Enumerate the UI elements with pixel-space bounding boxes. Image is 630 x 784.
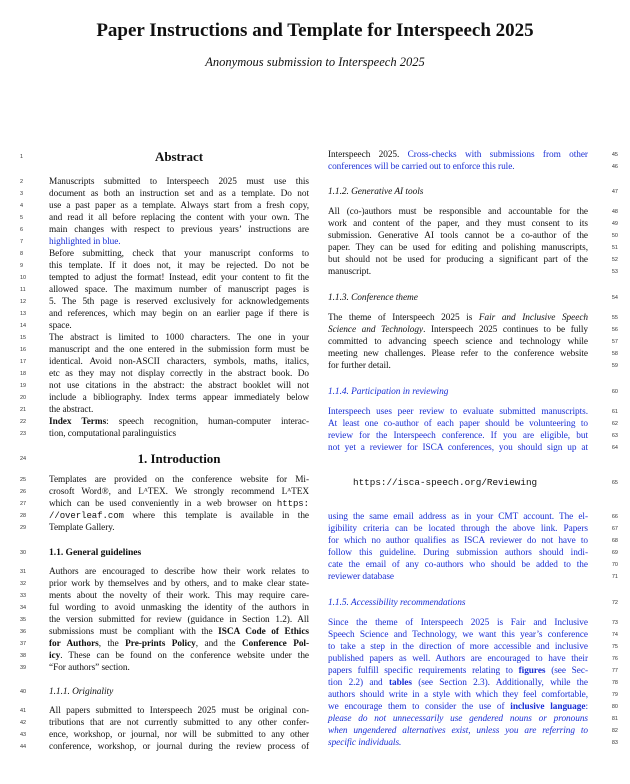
line-number: 72 <box>611 600 618 606</box>
line-number: 6 <box>20 227 24 233</box>
text-line: https://isca-speech.org/Reviewing <box>353 477 538 488</box>
text-line: ence, workshop, or journal, nor will be submitted to any other <box>49 730 309 740</box>
line-number: 73 <box>611 620 618 626</box>
line-number: 49 <box>611 221 618 227</box>
line-number: 17 <box>20 359 27 365</box>
line-number: 33 <box>20 593 27 599</box>
text-line: not yet a reviewer for ISCA conferences, you should sign up at <box>328 443 588 453</box>
line-number: 8 <box>20 251 24 257</box>
text-line: crosoft Word®, and LᴬTEX. We strongly recommend LᴬTEX <box>49 487 309 497</box>
text-line: Index Terms: speech recognition, human-computer interac- <box>49 417 310 427</box>
text-line: highlighted in blue. <box>49 237 121 247</box>
line-number: 5 <box>20 215 24 221</box>
text-line: Interspeech uses peer review to evaluate submitted manuscripts. <box>328 407 588 417</box>
text-line: //overleaf.com where this template is available in the <box>49 511 309 521</box>
line-number: 19 <box>20 383 27 389</box>
text-line: The abstract is limited to 1000 characters. The one in your <box>49 333 309 343</box>
text-line: review for the Interspeech conference. If you are eligible, but <box>328 431 588 441</box>
text-line: Science and Technology. Interspeech 2025 continues to be fully <box>328 325 588 335</box>
text-line: for Authors, the Pre-prints Policy, and the Conference Pol- <box>49 639 310 649</box>
text-line: Authors are encouraged to describe how their work relates to <box>49 567 309 577</box>
text-line: Before submitting, check that your manuscript conforms to <box>49 249 309 259</box>
text-line: main changes with respect to previous years’ instructions are <box>49 225 309 235</box>
text-line: specific individuals. <box>328 738 402 748</box>
text-line: include a bibliography. Index terms appear immediately below <box>49 393 309 403</box>
text-line: authors should write in a style with which they feel comfortable, <box>328 690 588 700</box>
text-line: Interspeech 2025. Cross-checks with submissions from other <box>328 150 588 160</box>
line-number: 20 <box>20 395 27 401</box>
text-line: ful wording to avoid unmasking the identity of the authors in <box>49 603 309 613</box>
text-line: The theme of Interspeech 2025 is Fair and Inclusive Speech <box>328 313 588 323</box>
text-line: space. <box>49 321 72 331</box>
text-line: submissions must be compliant with the ISCA Code of Ethics <box>49 627 309 637</box>
text-line: tempted to adjust the format! Instead, edit your content to fit the <box>49 273 309 283</box>
text-line: this template. If it does not, it may be rejected. Do not be <box>49 261 309 271</box>
line-number: 12 <box>20 299 27 305</box>
text-line: committed to advancing speech science and technology while <box>328 337 588 347</box>
line-number: 23 <box>20 431 27 437</box>
line-number: 66 <box>611 514 618 520</box>
line-number: 4 <box>20 203 24 209</box>
text-line: follow this guideline. During submission authors should indi- <box>328 548 588 558</box>
text-line: we encourage them to consider the use of inclusive language: <box>328 702 588 712</box>
text-line: paper. They can be used for editing and polishing manuscripts, <box>328 243 588 253</box>
text-line: when ungendered alternatives exist, unless you are referring to <box>328 726 588 736</box>
line-number: 41 <box>20 708 27 714</box>
line-number: 39 <box>20 665 27 671</box>
text-line: conferences will be carried out to enforce this rule. <box>328 162 515 172</box>
text-line: for further detail. <box>328 361 391 371</box>
line-number: 47 <box>611 189 618 195</box>
text-line: manuscript. <box>328 267 372 277</box>
line-number: 27 <box>20 501 27 507</box>
text-line: work and content of the paper, and they must consent to its <box>328 219 588 229</box>
section-heading: 1. Introduction <box>137 451 221 466</box>
text-line: tributions that are not currently submitted to any other confer- <box>49 718 309 728</box>
text-line: Speech Science and Technology, we want this year’s conference <box>328 630 588 640</box>
text-line: manuscript and the one entered in the submission form must be <box>49 345 309 355</box>
text-line: and references, which may begin on an earlier page if there is <box>49 309 309 319</box>
line-number: 40 <box>20 689 27 695</box>
line-number: 26 <box>20 489 27 495</box>
text-line: igibility criteria can be located through the above link. Papers <box>328 524 588 534</box>
line-number: 24 <box>20 456 27 462</box>
line-number: 69 <box>611 550 618 556</box>
text-line: Since the theme of Interspeech 2025 is Fair and Inclusive <box>328 618 588 628</box>
line-number: 25 <box>20 477 27 483</box>
line-number: 13 <box>20 311 27 317</box>
line-number: 2 <box>20 179 24 185</box>
line-number: 68 <box>611 538 618 544</box>
line-number: 65 <box>611 480 618 486</box>
line-number: 67 <box>611 526 618 532</box>
section-heading: 1.1.2. Generative AI tools <box>328 187 424 197</box>
text-line: identical. Avoid non-ASCII characters, symbols, maths, italics, <box>49 357 309 367</box>
line-number: 71 <box>611 574 618 580</box>
text-line: published papers as well. Authors are encouraged to have their <box>328 654 588 664</box>
text-line: “For authors” section. <box>49 663 130 673</box>
text-line: Manuscripts submitted to Interspeech 2025 must use this <box>49 177 309 187</box>
line-number: 22 <box>20 419 27 425</box>
line-number: 80 <box>611 704 618 710</box>
line-number: 61 <box>611 409 618 415</box>
line-number: 38 <box>20 653 27 659</box>
section-heading: 1.1.4. Participation in reviewing <box>328 387 449 397</box>
line-number: 79 <box>611 692 618 698</box>
line-number: 1 <box>20 154 24 160</box>
line-number: 10 <box>20 275 27 281</box>
line-number: 48 <box>611 209 618 215</box>
line-number: 64 <box>611 445 618 451</box>
line-number: 76 <box>611 656 618 662</box>
text-line: reviewer database <box>328 572 394 582</box>
line-number: 55 <box>611 315 618 321</box>
line-number: 35 <box>20 617 27 623</box>
line-number: 3 <box>20 191 24 197</box>
line-number: 43 <box>20 732 27 738</box>
line-number: 52 <box>611 257 618 263</box>
text-line: conference, workshop, or journal during the review process of <box>49 742 309 752</box>
line-number: 81 <box>611 716 618 722</box>
line-number: 53 <box>611 269 618 275</box>
text-line: 5. The 5th page is reserved exclusively for acknowledgements <box>49 297 309 307</box>
text-line: using the same email address as in your CMT account. The el- <box>328 512 588 522</box>
line-number: 32 <box>20 581 27 587</box>
text-line: ments about the novelty of their work. This may require care- <box>49 591 309 601</box>
line-number: 31 <box>20 569 27 575</box>
text-line: At least one co-author of each paper should be volunteering to <box>328 419 588 429</box>
line-number: 9 <box>20 263 24 269</box>
line-number: 21 <box>20 407 27 413</box>
line-number: 28 <box>20 513 27 519</box>
text-line: icy. These can be found on the conference website under the <box>49 651 309 661</box>
section-heading: 1.1.5. Accessibility recommendations <box>328 598 466 608</box>
text-line: tion 2.2) and tables (see Section 2.3). Additionally, while the <box>328 678 588 688</box>
section-heading: 1.1.1. Originality <box>49 687 114 697</box>
text-line: for which no author qualifies as ISCA reviewer do not have to <box>328 536 588 546</box>
line-number: 45 <box>611 152 618 158</box>
text-line: meeting new challenges. Please refer to the conference website <box>328 349 588 359</box>
text-line: but should not be used for producing a significant part of the <box>328 255 588 265</box>
line-number: 83 <box>611 740 618 746</box>
text-line: cate the email of any co-authors who should be added to the <box>328 560 588 570</box>
line-number: 70 <box>611 562 618 568</box>
section-heading: Abstract <box>155 149 203 164</box>
line-number: 15 <box>20 335 27 341</box>
paper-subtitle: Anonymous submission to Interspeech 2025 <box>205 55 425 69</box>
line-number: 62 <box>611 421 618 427</box>
text-line: document as both an instruction set and as a template. Do not <box>49 189 309 199</box>
line-number: 78 <box>611 680 618 686</box>
line-number: 18 <box>20 371 27 377</box>
paper-title: Paper Instructions and Template for Interspeech 2025 <box>96 20 534 41</box>
line-number: 42 <box>20 720 27 726</box>
text-line: All (co-)authors must be responsible and accountable for the <box>328 207 588 217</box>
line-number: 11 <box>20 287 26 293</box>
text-line: tion, computational paralinguistics <box>49 429 177 439</box>
line-number: 37 <box>20 641 27 647</box>
line-number: 63 <box>611 433 618 439</box>
text-line: Templates are provided on the conference website for Mi- <box>49 475 309 485</box>
line-number: 16 <box>20 347 27 353</box>
text-line: to take a step in the direction of more accessible and inclusive <box>328 642 588 652</box>
line-number: 57 <box>611 339 618 345</box>
text-line: the version submitted for review (guidance in Section 1.2). All <box>49 615 309 625</box>
line-number: 36 <box>20 629 27 635</box>
text-line: please do not unnecessarily use gendered nouns or pronouns <box>328 714 588 724</box>
text-line: not use citations in the abstract: the abstract booklet will not <box>49 381 309 391</box>
line-number: 60 <box>611 389 618 395</box>
line-number: 30 <box>20 550 27 556</box>
line-number: 77 <box>611 668 618 674</box>
text-line: the abstract. <box>49 405 94 415</box>
text-line: prior work by themselves and by others, and to make clear state- <box>49 579 309 589</box>
text-line: Template Gallery. <box>49 523 115 533</box>
line-number: 50 <box>611 233 618 239</box>
text-line: submission. Generative AI tools cannot be a co-author of the <box>328 231 588 241</box>
text-line: papers fulfill specific requirements relating to figures (see Sec- <box>328 666 588 676</box>
text-line: All papers submitted to Interspeech 2025 must be original con- <box>49 706 309 716</box>
line-number: 82 <box>611 728 618 734</box>
line-number: 56 <box>611 327 618 333</box>
line-number: 29 <box>20 525 27 531</box>
line-number: 44 <box>20 744 27 750</box>
line-number: 74 <box>611 632 618 638</box>
line-number: 59 <box>611 363 618 369</box>
line-number: 58 <box>611 351 618 357</box>
section-heading: 1.1. General guidelines <box>49 547 142 558</box>
text-line: use a past paper as a template. Always start from a fresh copy, <box>49 201 309 211</box>
section-heading: 1.1.3. Conference theme <box>328 293 418 303</box>
text-line: and read it all before replacing the content with your own. The <box>49 213 309 223</box>
line-number: 54 <box>611 295 618 301</box>
line-number: 51 <box>611 245 618 251</box>
text-line: allowed space. The maximum number of manuscript pages is <box>49 285 309 295</box>
line-number: 75 <box>611 644 618 650</box>
line-number: 7 <box>20 239 24 245</box>
line-number: 34 <box>20 605 27 611</box>
line-number: 46 <box>611 164 618 170</box>
line-number: 14 <box>20 323 27 329</box>
text-line: which can be used conveniently in a web browser on https: <box>49 499 309 509</box>
text-line: etc as they may not display correctly in the abstract book. Do <box>49 369 309 379</box>
